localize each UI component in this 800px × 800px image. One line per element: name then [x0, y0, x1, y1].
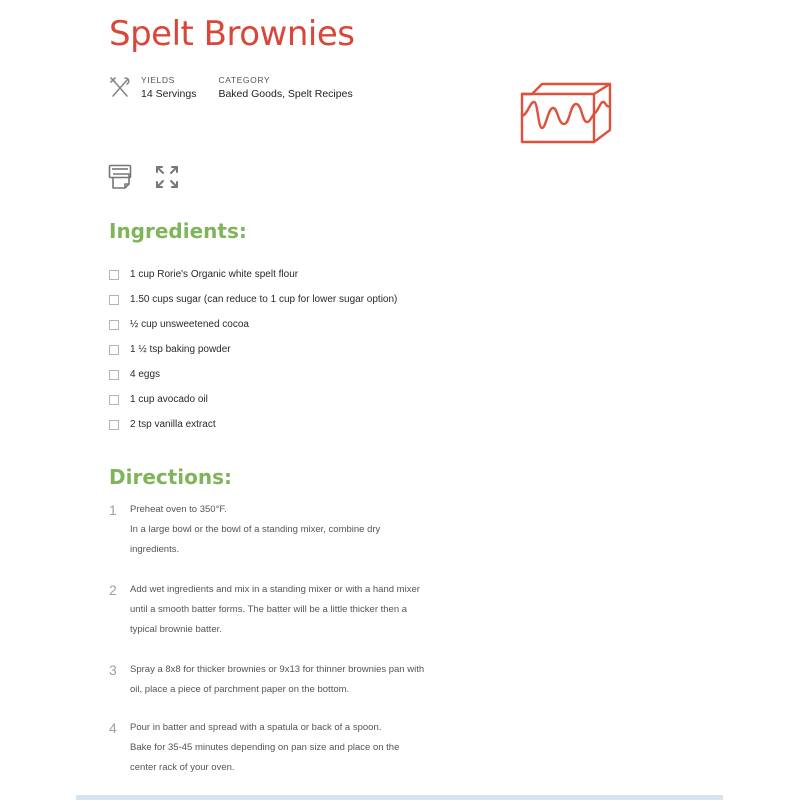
ingredient-text: 1.50 cups sugar (can reduce to 1 cup for lower sugar option) [130, 294, 398, 305]
step-line: Spray a 8x8 for thicker brownies or 9x13 for thinner brownies pan with [130, 664, 425, 675]
ingredient-item [109, 312, 397, 337]
ingredient-checkbox[interactable] [109, 345, 119, 355]
ingredient-text: 1 cup avocado oil [130, 394, 208, 405]
footer-bar [76, 795, 723, 800]
step-text [130, 500, 380, 560]
yields-block [141, 74, 196, 100]
step-number: 3 [109, 662, 117, 678]
ingredient-text: ½ cup unsweetened cocoa [130, 319, 249, 330]
recipe-image [462, 30, 672, 210]
step-line: ingredients. [130, 544, 180, 555]
step-line: until a smooth batter forms. The batter will be a little thicker then a [130, 604, 408, 615]
ingredient-checkbox[interactable] [109, 370, 119, 380]
recipe-meta [109, 74, 375, 100]
ingredient-checkbox[interactable] [109, 270, 119, 280]
directions-heading: Directions: [109, 465, 233, 489]
ingredients-heading: Ingredients: [109, 219, 247, 243]
ingredient-item [109, 337, 397, 362]
ingredient-item [109, 262, 397, 287]
direction-step [109, 660, 449, 700]
step-line: Bake for 35-45 minutes depending on pan size and place on the [130, 742, 400, 753]
ingredient-item [109, 412, 397, 437]
recipe-tools [108, 164, 200, 190]
direction-step [109, 580, 449, 640]
category-label: CATEGORY [218, 75, 271, 85]
step-line: typical brownie batter. [130, 624, 222, 635]
step-text [130, 580, 420, 640]
step-text [130, 660, 424, 700]
step-line: oil, place a piece of parchment paper on the bottom. [130, 684, 350, 695]
ingredient-checkbox[interactable] [109, 320, 119, 330]
step-number: 4 [109, 720, 117, 736]
step-text [130, 718, 399, 778]
utensils-icon [109, 77, 131, 99]
ingredients-list [109, 262, 397, 437]
ingredient-text: 2 tsp vanilla extract [130, 419, 216, 430]
ingredient-text: 1 cup Rorie's Organic white spelt flour [130, 269, 299, 280]
ingredient-checkbox[interactable] [109, 420, 119, 430]
ingredient-item [109, 287, 397, 312]
ingredient-item [109, 362, 397, 387]
ingredient-item [109, 387, 397, 412]
step-line: Preheat oven to 350°F. [130, 504, 227, 515]
directions-list [109, 500, 449, 778]
ingredient-text: 4 eggs [130, 369, 161, 380]
ingredient-checkbox[interactable] [109, 295, 119, 305]
category-value: Baked Goods, Spelt Recipes [218, 88, 353, 100]
print-icon[interactable] [108, 164, 134, 190]
step-line: In a large bowl or the bowl of a standing mixer, combine dry [130, 524, 381, 535]
step-number: 2 [109, 582, 117, 598]
cake-slice-icon [520, 80, 614, 146]
yields-label: YIELDS [141, 75, 175, 85]
expand-icon[interactable] [154, 164, 180, 190]
step-line: center rack of your oven. [130, 762, 235, 773]
ingredient-checkbox[interactable] [109, 395, 119, 405]
category-block [218, 74, 352, 100]
step-line: Add wet ingredients and mix in a standing mixer or with a hand mixer [130, 584, 420, 595]
recipe-title: Spelt Brownies [109, 14, 355, 54]
step-line: Pour in batter and spread with a spatula or back of a spoon. [130, 722, 382, 733]
yields-value: 14 Servings [141, 88, 197, 100]
step-number: 1 [109, 502, 117, 518]
ingredient-text: 1 ½ tsp baking powder [130, 344, 231, 355]
direction-step [109, 500, 449, 560]
direction-step [109, 718, 449, 778]
